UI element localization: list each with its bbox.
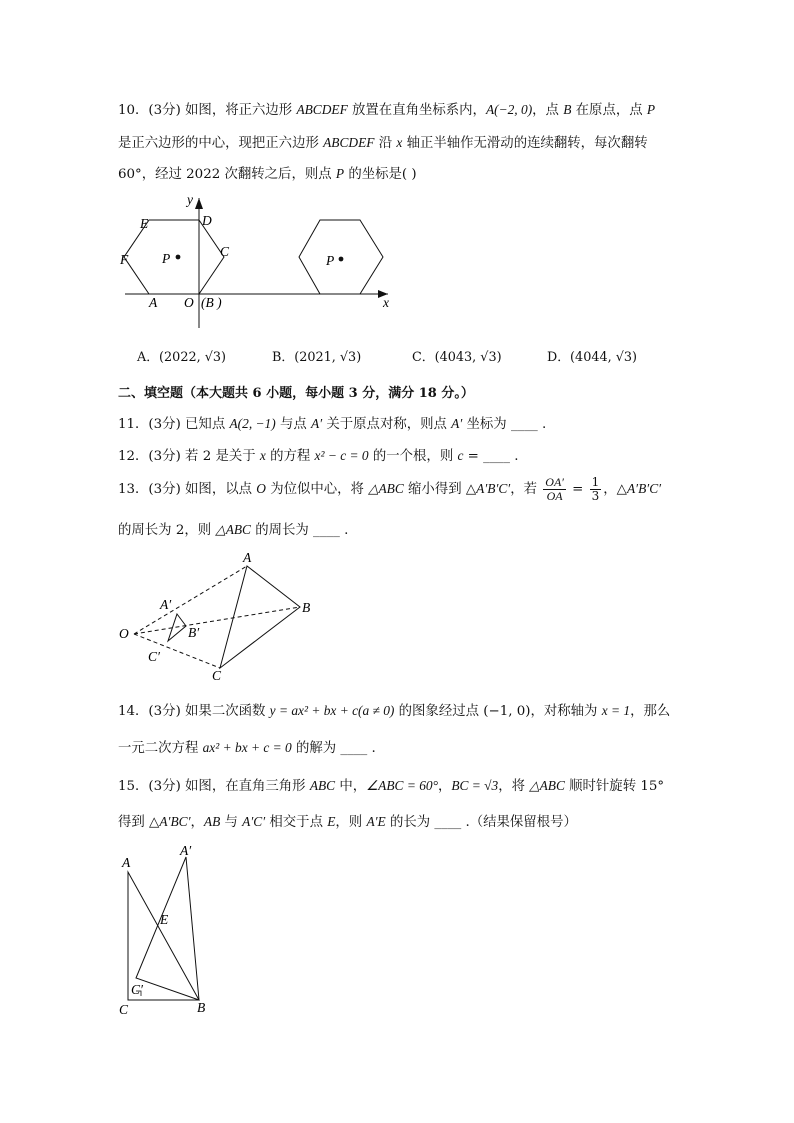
q10-hexagon-name: ABCDEF [296,102,348,117]
q11-text: 与点 [275,417,312,432]
label-x: x [383,295,389,310]
label-p2: P [326,253,335,268]
triangle-abc [220,566,300,668]
q13-text: ，若 [510,482,542,497]
q11-line [118,414,546,435]
q14-text: 的图象经过点 (−1, 0)，对称轴为 [394,704,602,719]
q15-triangle-prime: A′BC′ [159,814,191,829]
q10-point-a: A(−2, 0) [485,102,533,117]
q11-text: 11．(3分) 已知点 [118,417,230,432]
q13-triangle-abc: △ABC [368,481,404,496]
q10-point-b: B [563,102,572,117]
q15-line-2 [118,812,577,833]
q11-answer-blank[interactable]: 坐标为 ____ . [462,417,547,432]
fraction-denominator: OA [546,489,563,503]
q15-triangle: ABC [309,778,336,793]
label-a: A [122,855,131,870]
q15-figure [110,840,230,1020]
q15-text: 15．(3分) 如图，在直角三角形 [118,779,310,794]
center-dot-p1 [176,255,181,260]
label-b: (B ) [201,295,222,310]
label-e: E [160,912,169,927]
ray-oc [134,634,220,668]
center-dot-p2 [339,257,344,262]
q15-text: 与 [220,815,243,830]
q13-text: 的周长为 2，则 [118,523,216,538]
label-b: B [197,1000,206,1015]
label-c-prime: C′ [131,982,143,997]
q12-equation: x² − c = 0 [314,448,369,463]
choice-d[interactable]: D．(4044, √3) [547,350,638,365]
q15-answer-blank[interactable]: 的长为 ____ .（结果保留根号） [385,815,577,830]
q13-text: = [567,482,588,497]
q12-text: 12．(3分) 若 2 是关于 [118,449,260,464]
choice-a[interactable]: A．(2022, √3) [137,350,227,365]
q10-text: 是正六边形的中心，现把正六边形 [118,136,324,151]
q15-line-1 [118,776,664,797]
q15-side-length: BC = √3 [451,778,499,793]
q10-line-2 [118,133,648,154]
q10-line-1 [118,100,655,121]
q12-line [118,446,518,467]
q15-text: 得到 △ [118,815,160,830]
q14-text: 14．(3分) 如果二次函数 [118,704,270,719]
q11-text: 关于原点对称，则点 [322,417,452,432]
q14-axis-of-symmetry: x = 1 [601,703,631,718]
label-d: D [202,213,212,228]
q10-text: ，点 [532,103,564,118]
q13-triangle-prime: A′B′C′ [626,481,662,496]
q13-text: 13．(3分) 如图，以点 [118,482,257,497]
q14-answer-blank[interactable]: 的解为 ____ . [291,741,376,756]
label-c-prime: C′ [148,649,160,664]
q12-answer-blank[interactable]: = ____ . [463,449,519,464]
fraction-numerator: OA′ [545,475,564,489]
q10-text: 的坐标是( ) [344,167,417,182]
q15-point-e: E [327,814,336,829]
ray-ob [134,607,300,634]
q13-text: 缩小得到 △ [403,482,477,497]
q15-text: 相交于点 [265,815,328,830]
q12-text: 的一个根，则 [368,449,458,464]
q15-text: 顺时针旋转 15° [564,779,665,794]
q10-axis-x: x [396,135,403,150]
q13-triangle-prime: A′B′C′ [476,481,511,496]
q14-text: 一元二次方程 [118,741,203,756]
q13-line-1 [118,476,661,503]
q14-line-2 [118,738,376,759]
y-axis-arrow-icon [195,198,203,209]
label-y: y [187,192,193,207]
label-a-prime: A′ [180,843,192,858]
q10-text: 放置在直角坐标系内， [347,103,486,118]
q11-point-a-prime: A′ [451,416,463,431]
q14-function: y = ax² + bx + c(a ≠ 0) [269,703,395,718]
q10-text: 10．(3分) 如图，将正六边形 [118,103,297,118]
q15-text: ， [437,779,452,794]
q15-segment-a1e: A′E [366,814,386,829]
label-a: A [149,295,158,310]
q10-line-3 [118,164,417,185]
q10-point-p: P [335,166,345,181]
q10-text: 沿 [374,136,397,151]
label-o: O [119,626,129,641]
q10-figure [110,190,410,335]
label-o: O [184,295,194,310]
q13-point-o: O [256,481,266,496]
q10-text: 60°，经过 2022 次翻转之后，则点 [118,167,336,182]
q13-text: ，△ [603,482,627,497]
q15-segment-a1c1: A′C′ [242,814,266,829]
triangle-abc [128,872,199,1000]
triangle-a1bc1 [136,857,199,1000]
q13-text: 为位似中心，将 [265,482,369,497]
q14-text: ，那么 [630,704,671,719]
q13-figure [110,548,325,683]
choice-b[interactable]: B．(2021, √3) [272,350,362,365]
q10-point-p: P [646,102,656,117]
q15-text: 中， [335,779,367,794]
label-a-prime: A′ [160,597,172,612]
q13-triangle-abc: △ABC [215,522,251,537]
fraction-denominator: 3 [591,489,600,503]
q12-var-x: x [259,448,266,463]
section-heading: 二、填空题（本大题共 6 小题，每小题 3 分，满分 18 分。） [118,386,474,401]
label-c: C [220,244,230,259]
label-c: C [119,1002,129,1017]
label-a: A [243,550,252,565]
q15-segment-ab: AB [203,814,221,829]
label-p1: P [162,251,171,266]
q13-answer-blank[interactable]: 的周长为 ____ . [250,523,349,538]
q12-text: 的方程 [265,449,315,464]
q11-point-a-prime: A′ [311,416,323,431]
label-b: B [302,600,311,615]
q14-line-1 [118,701,670,722]
ray-oa [134,566,247,634]
q12-var-c: c [457,448,464,463]
q10-text: 在原点，点 [571,103,647,118]
q15-text: ，将 [498,779,530,794]
choice-c[interactable]: C．(4043, √3) [412,350,502,365]
q13-line-2 [118,520,348,541]
q10-hexagon-name: ABCDEF [323,135,375,150]
q15-triangle: △ABC [529,778,565,793]
label-b-prime: B′ [188,625,200,640]
label-e: E [140,216,149,231]
fraction-numerator: 1 [591,475,600,489]
q10-text: 轴正半轴作无滑动的连续翻转，每次翻转 [402,136,648,151]
q15-angle: ∠ABC = 60° [366,778,438,793]
q15-text: ， [190,815,204,830]
q13-value-fraction [590,476,602,503]
label-c: C [212,668,222,683]
q11-point-a: A(2, −1) [229,416,276,431]
hexagon-original [124,220,224,294]
q15-text: ，则 [335,815,367,830]
q14-equation: ax² + bx + c = 0 [202,740,292,755]
q13-ratio-fraction [543,476,566,503]
label-f: F [120,252,129,267]
